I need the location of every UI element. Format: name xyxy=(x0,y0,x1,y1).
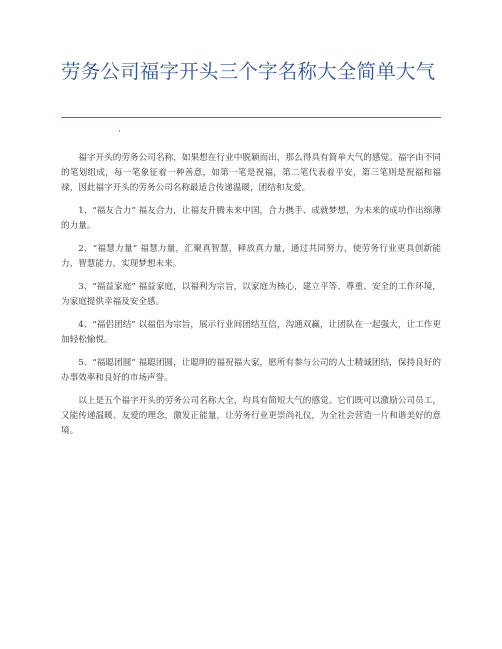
page-title: 劳务公司福字开头三个字名称大全简单大气 xyxy=(61,60,436,83)
name-item-3-paragraph: 3、“福益家庭” 福益家庭，以福利为宗旨，以家庭为核心，建立平等、尊重、安全的工作环境，为家庭提供幸福及安全感。 xyxy=(61,282,441,307)
intro-paragraph: 福字开头的劳务公司名称，如果想在行业中脱颖而出，那么得具有简单大气的感觉。福字由不同的笔划组成，每一笔象征着一种善意，如第一笔是祝福，第二笔代表着平安，第三笔则是祝福和福禄，因此福字开头的劳务公司名称最适合传递温暖，团结和友爱。 xyxy=(61,153,441,193)
name-item-2-paragraph: 2、“福慧力量” 福慧力量，汇聚真智慧，释放真力量，通过共同努力，使劳务行业更具创新能力、智慧能力，实现梦想未来。 xyxy=(61,244,441,269)
conclusion-paragraph: 以上是五个福字开头的劳务公司名称大全，均具有简短大气的感觉。它们既可以激励公司员工，又能传递温暖、友爱的理念，激发正能量，让劳务行业更崇尚礼仪，为全社会营造一片和谐美好的意境。 xyxy=(61,396,441,436)
name-item-1-paragraph: 1、“福友合力” 福友合力，让福友升腾未来中国，合力携手、成就梦想，为未来的成功作出绵薄的力量。 xyxy=(61,206,441,231)
title-divider xyxy=(61,117,441,118)
name-item-4-paragraph: 4、“福侣团结” 以福侣为宗旨，展示行业间团结互信，沟通双赢，让团队在一起强大，让工作更加轻松愉悦。 xyxy=(61,320,441,345)
document-body xyxy=(61,151,441,447)
name-item-5-paragraph: 5、“福聪团圆” 福聪团圆，让聪明的福祝福大家，愿所有参与公司的人士精诚团结，保持良好的办事效率和良好的市场声誉。 xyxy=(61,358,441,383)
bullet-marker: · xyxy=(118,127,121,137)
